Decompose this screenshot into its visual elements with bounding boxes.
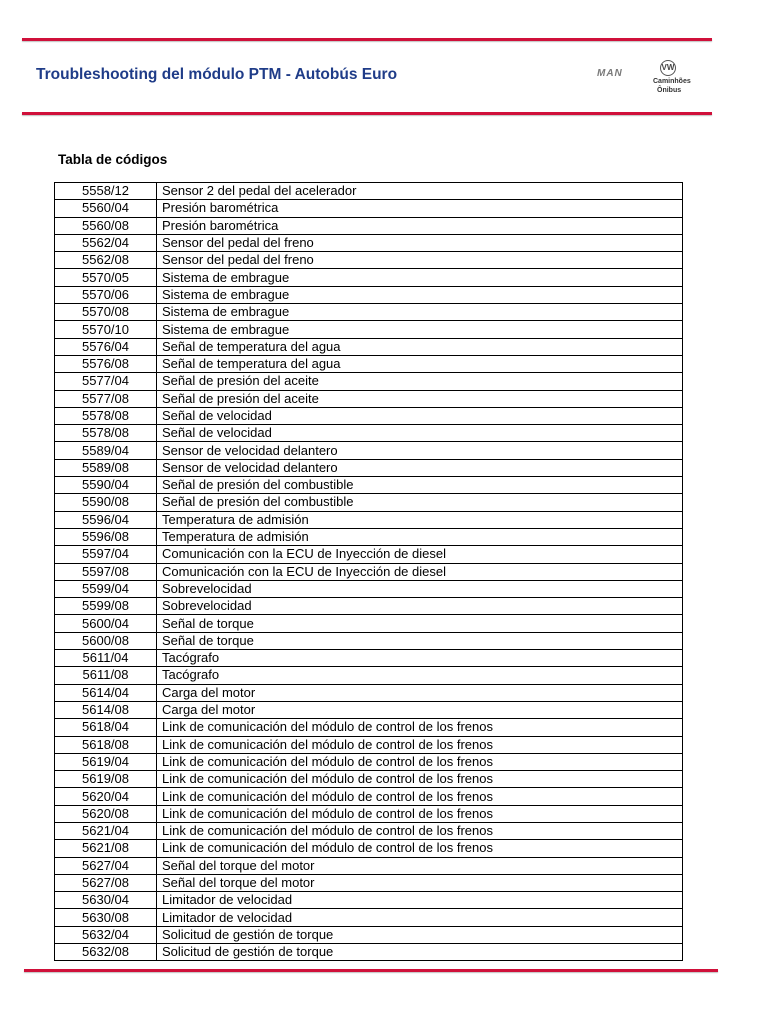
table-row	[55, 321, 683, 338]
table-row	[55, 200, 683, 217]
code-cell: 5596/04	[55, 511, 157, 528]
table-row	[55, 373, 683, 390]
code-cell: 5570/10	[55, 321, 157, 338]
code-cell: 5576/04	[55, 338, 157, 355]
codes-table	[54, 182, 683, 961]
description-cell: Link de comunicación del módulo de control de los frenos	[157, 736, 683, 753]
table-row	[55, 753, 683, 770]
description-cell: Sensor del pedal del freno	[157, 234, 683, 251]
table-row	[55, 926, 683, 943]
logo-caption-line1: Caminhões	[653, 78, 691, 85]
table-row	[55, 459, 683, 476]
table-row	[55, 684, 683, 701]
code-cell: 5597/08	[55, 563, 157, 580]
description-cell: Limitador de velocidad	[157, 892, 683, 909]
code-cell: 5596/08	[55, 528, 157, 545]
code-cell: 5614/04	[55, 684, 157, 701]
table-row	[55, 546, 683, 563]
table-row	[55, 667, 683, 684]
description-cell: Carga del motor	[157, 701, 683, 718]
code-cell: 5578/08	[55, 407, 157, 424]
code-cell: 5618/04	[55, 719, 157, 736]
description-cell: Sobrevelocidad	[157, 580, 683, 597]
code-cell: 5570/06	[55, 286, 157, 303]
table-row	[55, 425, 683, 442]
code-cell: 5600/04	[55, 615, 157, 632]
table-row	[55, 304, 683, 321]
description-cell: Señal de torque	[157, 615, 683, 632]
table-row	[55, 822, 683, 839]
code-cell: 5621/04	[55, 822, 157, 839]
table-row	[55, 840, 683, 857]
description-cell: Sensor 2 del pedal del acelerador	[157, 183, 683, 200]
code-cell: 5576/08	[55, 355, 157, 372]
code-cell: 5560/08	[55, 217, 157, 234]
description-cell: Señal de velocidad	[157, 425, 683, 442]
description-cell: Link de comunicación del módulo de control de los frenos	[157, 805, 683, 822]
table-row	[55, 511, 683, 528]
code-cell: 5620/04	[55, 788, 157, 805]
description-cell: Temperatura de admisión	[157, 511, 683, 528]
description-cell: Señal de velocidad	[157, 407, 683, 424]
codes-table-body	[55, 183, 683, 961]
code-cell: 5589/08	[55, 459, 157, 476]
table-row	[55, 563, 683, 580]
code-cell: 5599/04	[55, 580, 157, 597]
table-row	[55, 477, 683, 494]
code-cell: 5590/04	[55, 477, 157, 494]
table-row	[55, 857, 683, 874]
description-cell: Sistema de embrague	[157, 304, 683, 321]
code-cell: 5611/04	[55, 650, 157, 667]
table-row	[55, 615, 683, 632]
description-cell: Solicitud de gestión de torque	[157, 926, 683, 943]
description-cell: Solicitud de gestión de torque	[157, 944, 683, 961]
section-title: Tabla de códigos	[58, 152, 168, 167]
table-row	[55, 944, 683, 961]
table-row	[55, 892, 683, 909]
description-cell: Link de comunicación del módulo de control de los frenos	[157, 788, 683, 805]
description-cell: Sistema de embrague	[157, 321, 683, 338]
table-row	[55, 771, 683, 788]
code-cell: 5630/08	[55, 909, 157, 926]
table-row	[55, 252, 683, 269]
table-row	[55, 598, 683, 615]
code-cell: 5600/08	[55, 632, 157, 649]
description-cell: Sistema de embrague	[157, 269, 683, 286]
description-cell: Link de comunicación del módulo de control de los frenos	[157, 771, 683, 788]
logo-caption-line2: Ônibus	[657, 87, 682, 94]
table-row	[55, 874, 683, 891]
description-cell: Señal de presión del combustible	[157, 477, 683, 494]
code-cell: 5630/04	[55, 892, 157, 909]
description-cell: Link de comunicación del módulo de control de los frenos	[157, 719, 683, 736]
code-cell: 5558/12	[55, 183, 157, 200]
code-cell: 5560/04	[55, 200, 157, 217]
bottom-divider	[24, 969, 718, 972]
table-row	[55, 805, 683, 822]
description-cell: Señal de presión del combustible	[157, 494, 683, 511]
table-row	[55, 442, 683, 459]
code-cell: 5620/08	[55, 805, 157, 822]
table-row	[55, 701, 683, 718]
description-cell: Tacógrafo	[157, 650, 683, 667]
table-row	[55, 407, 683, 424]
table-row	[55, 528, 683, 545]
code-cell: 5570/05	[55, 269, 157, 286]
table-row	[55, 286, 683, 303]
code-cell: 5589/04	[55, 442, 157, 459]
code-cell: 5597/04	[55, 546, 157, 563]
description-cell: Link de comunicación del módulo de control de los frenos	[157, 753, 683, 770]
code-cell: 5627/08	[55, 874, 157, 891]
code-cell: 5632/08	[55, 944, 157, 961]
description-cell: Sensor de velocidad delantero	[157, 459, 683, 476]
description-cell: Presión barométrica	[157, 200, 683, 217]
code-cell: 5627/04	[55, 857, 157, 874]
code-cell: 5570/08	[55, 304, 157, 321]
table-row	[55, 338, 683, 355]
description-cell: Tacógrafo	[157, 667, 683, 684]
description-cell: Señal de torque	[157, 632, 683, 649]
code-cell: 5562/08	[55, 252, 157, 269]
table-row	[55, 234, 683, 251]
code-cell: 5618/08	[55, 736, 157, 753]
table-row	[55, 494, 683, 511]
code-cell: 5562/04	[55, 234, 157, 251]
man-logo-text: MAN	[597, 68, 623, 79]
top-divider	[22, 38, 712, 41]
table-row	[55, 909, 683, 926]
description-cell: Carga del motor	[157, 684, 683, 701]
description-cell: Señal del torque del motor	[157, 857, 683, 874]
table-row	[55, 183, 683, 200]
header-divider	[22, 112, 712, 115]
table-row	[55, 217, 683, 234]
description-cell: Señal de temperatura del agua	[157, 338, 683, 355]
code-cell: 5611/08	[55, 667, 157, 684]
table-row	[55, 719, 683, 736]
code-cell: 5619/08	[55, 771, 157, 788]
table-row	[55, 788, 683, 805]
description-cell: Temperatura de admisión	[157, 528, 683, 545]
table-row	[55, 355, 683, 372]
description-cell: Link de comunicación del módulo de control de los frenos	[157, 822, 683, 839]
table-row	[55, 269, 683, 286]
description-cell: Sistema de embrague	[157, 286, 683, 303]
code-cell: 5590/08	[55, 494, 157, 511]
description-cell: Comunicación con la ECU de Inyección de diesel	[157, 546, 683, 563]
description-cell: Limitador de velocidad	[157, 909, 683, 926]
code-cell: 5578/08	[55, 425, 157, 442]
description-cell: Sensor de velocidad delantero	[157, 442, 683, 459]
description-cell: Señal de presión del aceite	[157, 373, 683, 390]
code-cell: 5614/08	[55, 701, 157, 718]
description-cell: Sensor del pedal del freno	[157, 252, 683, 269]
code-cell: 5632/04	[55, 926, 157, 943]
code-cell: 5621/08	[55, 840, 157, 857]
description-cell: Sobrevelocidad	[157, 598, 683, 615]
code-cell: 5599/08	[55, 598, 157, 615]
table-row	[55, 736, 683, 753]
description-cell: Comunicación con la ECU de Inyección de diesel	[157, 563, 683, 580]
code-cell: 5619/04	[55, 753, 157, 770]
description-cell: Señal de presión del aceite	[157, 390, 683, 407]
code-cell: 5577/04	[55, 373, 157, 390]
table-row	[55, 632, 683, 649]
description-cell: Presión barométrica	[157, 217, 683, 234]
man-vw-logo	[597, 60, 697, 102]
document-title: Troubleshooting del módulo PTM - Autobús Euro	[36, 66, 398, 83]
description-cell: Señal de temperatura del agua	[157, 355, 683, 372]
table-row	[55, 650, 683, 667]
table-row	[55, 580, 683, 597]
description-cell: Link de comunicación del módulo de control de los frenos	[157, 840, 683, 857]
description-cell: Señal del torque del motor	[157, 874, 683, 891]
code-cell: 5577/08	[55, 390, 157, 407]
table-row	[55, 390, 683, 407]
vw-logo-icon: VW	[660, 60, 676, 76]
